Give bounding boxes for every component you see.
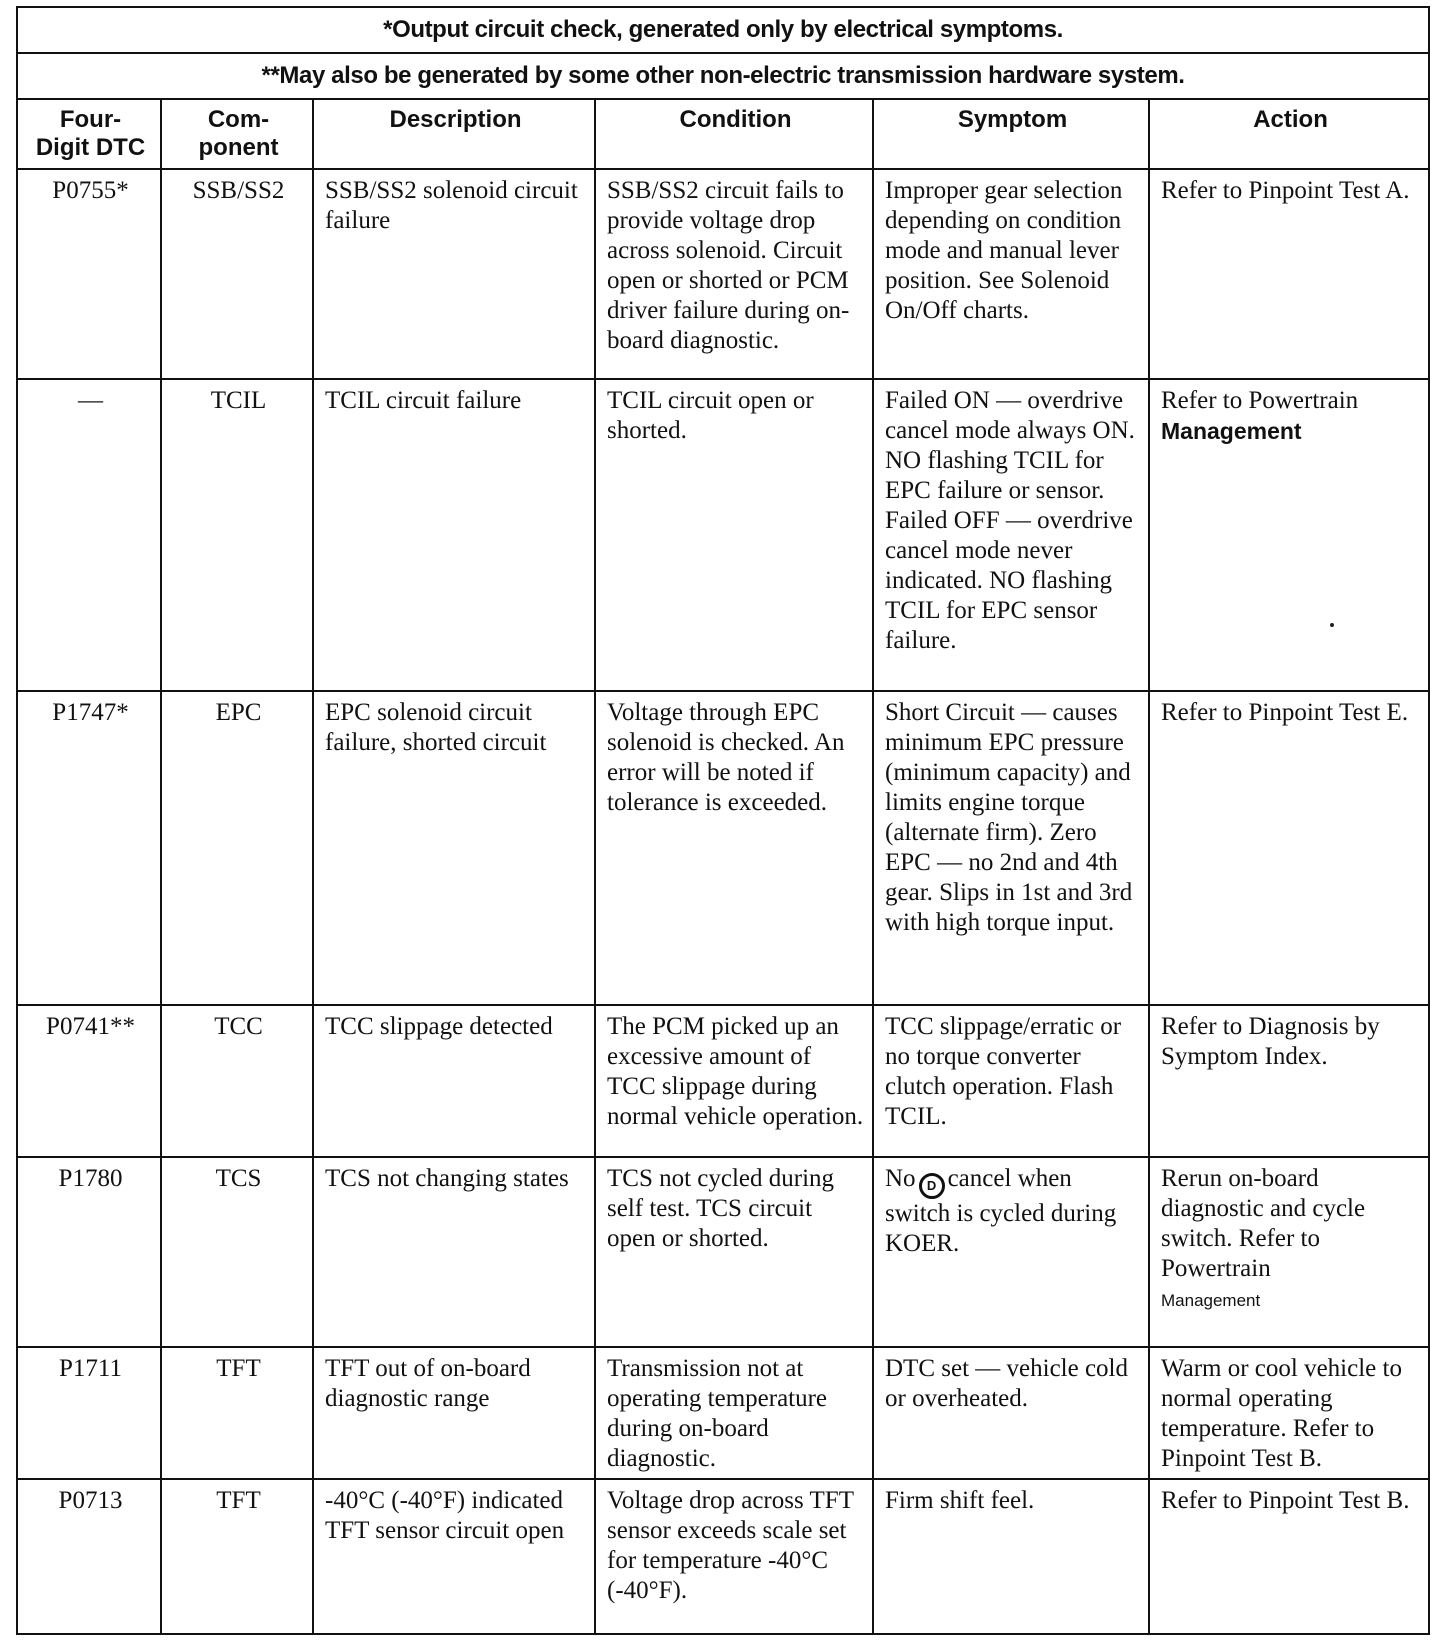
component: TCIL xyxy=(161,379,313,691)
header-dtc xyxy=(17,99,161,169)
action-sub: Management xyxy=(1161,418,1302,444)
description: -40°C (-40°F) indicated TFT sensor circuit open xyxy=(313,1479,595,1634)
table-row xyxy=(17,169,1429,379)
component: TCC xyxy=(161,1005,313,1157)
description: EPC solenoid circuit failure, shorted circuit xyxy=(313,691,595,1005)
dtc-code: P1711 xyxy=(17,1347,161,1479)
table-row xyxy=(17,379,1429,691)
condition: Voltage drop across TFT sensor exceeds scale set for temperature -40°C (-40°F). xyxy=(595,1479,873,1634)
component: TCS xyxy=(161,1157,313,1347)
dtc-code: — xyxy=(17,379,161,691)
action-main: Rerun on-board diagnostic and cycle switch. Refer to Powertrain xyxy=(1161,1165,1366,1282)
condition: SSB/SS2 circuit fails to provide voltage drop across solenoid. Circuit open or shorted or PCM driver failure during on-board diagnostic. xyxy=(595,169,873,379)
footnote-double-asterisk: **May also be generated by some other non-electric transmission hardware system. xyxy=(17,53,1429,99)
dtc-code: P0741** xyxy=(17,1005,161,1157)
header-action: Action xyxy=(1149,99,1429,169)
symptom xyxy=(873,1157,1149,1347)
table-row xyxy=(17,1479,1429,1634)
dtc-table-sheet xyxy=(16,6,1428,1635)
header-component-line2: ponent xyxy=(198,134,279,161)
action xyxy=(1149,1157,1429,1347)
header-component xyxy=(161,99,313,169)
description: TCIL circuit failure xyxy=(313,379,595,691)
symptom: Short Circuit — causes minimum EPC pressure (minimum capacity) and limits engine torque (alternate firm). Zero EPC — no 2nd and 4th gear. Slips in 1st and 3rd with high torque input. xyxy=(873,691,1149,1005)
header-symptom: Symptom xyxy=(873,99,1149,169)
symptom: Firm shift feel. xyxy=(873,1479,1149,1634)
note-row xyxy=(17,53,1429,99)
header-description: Description xyxy=(313,99,595,169)
table-row xyxy=(17,1005,1429,1157)
symptom-before: No xyxy=(885,1165,916,1192)
description: TCS not changing states xyxy=(313,1157,595,1347)
note-row xyxy=(17,7,1429,53)
symptom: DTC set — vehicle cold or overheated. xyxy=(873,1347,1149,1479)
condition: Voltage through EPC solenoid is checked. An error will be noted if tolerance is exceeded. xyxy=(595,691,873,1005)
dtc-code: P1747* xyxy=(17,691,161,1005)
overdrive-circle-d-icon: D xyxy=(919,1173,945,1199)
header-row xyxy=(17,99,1429,169)
condition: TCIL circuit open or shorted. xyxy=(595,379,873,691)
dtc-code: P0755* xyxy=(17,169,161,379)
header-dtc-line2: Digit DTC xyxy=(35,134,146,161)
action-sub: Management xyxy=(1161,1291,1261,1310)
action xyxy=(1149,379,1429,691)
footnote-single-asterisk: *Output circuit check, generated only by electrical symptoms. xyxy=(17,7,1429,53)
table-row xyxy=(17,691,1429,1005)
table-row xyxy=(17,1157,1429,1347)
condition: The PCM picked up an excessive amount of TCC slippage during normal vehicle operation. xyxy=(595,1005,873,1157)
condition: TCS not cycled during self test. TCS circuit open or shorted. xyxy=(595,1157,873,1347)
action-main: Refer to Powertrain xyxy=(1161,387,1359,414)
action: Warm or cool vehicle to normal operating temperature. Refer to Pinpoint Test B. xyxy=(1149,1347,1429,1479)
stray-print-dot xyxy=(1330,623,1334,627)
header-component-line1: Com- xyxy=(207,106,270,133)
dtc-table xyxy=(16,6,1430,1635)
symptom: Failed ON — overdrive cancel mode always ON. NO flashing TCIL for EPC failure or sensor. Failed OFF — overdrive cancel mode never indicated. NO flashing TCIL for EPC sensor failure. xyxy=(873,379,1149,691)
component: SSB/SS2 xyxy=(161,169,313,379)
table-row xyxy=(17,1347,1429,1479)
description: SSB/SS2 solenoid circuit failure xyxy=(313,169,595,379)
description: TFT out of on-board diagnostic range xyxy=(313,1347,595,1479)
header-condition: Condition xyxy=(595,99,873,169)
action: Refer to Pinpoint Test E. xyxy=(1149,691,1429,1005)
description: TCC slippage detected xyxy=(313,1005,595,1157)
symptom-after: cancel when switch is cycled during KOER. xyxy=(885,1165,1117,1257)
component: EPC xyxy=(161,691,313,1005)
symptom: Improper gear selection depending on condition mode and manual lever position. See Solenoid On/Off charts. xyxy=(873,169,1149,379)
component: TFT xyxy=(161,1479,313,1634)
component: TFT xyxy=(161,1347,313,1479)
action: Refer to Diagnosis by Symptom Index. xyxy=(1149,1005,1429,1157)
symptom: TCC slippage/erratic or no torque converter clutch operation. Flash TCIL. xyxy=(873,1005,1149,1157)
action: Refer to Pinpoint Test A. xyxy=(1149,169,1429,379)
header-dtc-line1: Four- xyxy=(59,106,122,133)
dtc-code: P0713 xyxy=(17,1479,161,1634)
action: Refer to Pinpoint Test B. xyxy=(1149,1479,1429,1634)
dtc-code: P1780 xyxy=(17,1157,161,1347)
condition: Transmission not at operating temperature during on-board diagnostic. xyxy=(595,1347,873,1479)
